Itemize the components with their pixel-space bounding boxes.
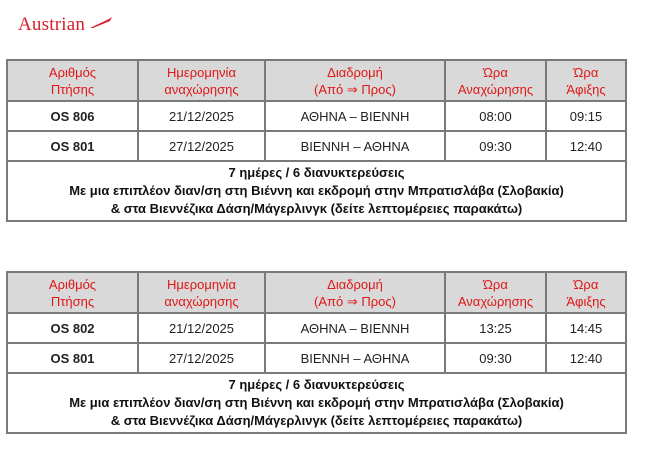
flight-number: OS 802 [7,313,138,343]
flight-schedule-table-2 [6,271,627,434]
route: ΒΙΕΝΝΗ – ΑΘΗΝΑ [265,343,445,373]
header-departure-date: Ημερομηνία αναχώρησης [138,272,265,313]
arrival-time: 09:15 [546,101,626,131]
arrival-time: 12:40 [546,343,626,373]
header-route: Διαδρομή (Από ⇒ Προς) [265,272,445,313]
note-row [7,161,626,221]
flight-schedule-table-1 [6,59,627,222]
table-row [7,313,626,343]
flight-number: OS 801 [7,343,138,373]
package-note: 7 ημέρες / 6 διανυκτερεύσεις Με μια επιπλέον διαν/ση στη Βιέννη και εκδρομή στην Μπρατισλάβα (Σλοβακία) & στα Βιεννέζικα Δάση/Μάγερλινγκ (δείτε λεπτομέρειες παρακάτω) [7,161,626,221]
departure-date: 21/12/2025 [138,101,265,131]
departure-time: 08:00 [445,101,546,131]
table-row [7,131,626,161]
header-arrival-time: Ώρα Άφιξης [546,272,626,313]
flight-number: OS 806 [7,101,138,131]
route: ΑΘΗΝΑ – ΒΙΕΝΝΗ [265,313,445,343]
header-flight-number: Αριθμός Πτήσης [7,60,138,101]
departure-time: 13:25 [445,313,546,343]
header-arrival-time: Ώρα Άφιξης [546,60,626,101]
austrian-logo [18,14,113,36]
austrian-arrow-icon [89,16,113,30]
route: ΑΘΗΝΑ – ΒΙΕΝΝΗ [265,101,445,131]
header-row [7,60,626,101]
brand-name: Austrian [18,14,86,35]
table-row [7,101,626,131]
header-departure-date: Ημερομηνία αναχώρησης [138,60,265,101]
package-note: 7 ημέρες / 6 διανυκτερεύσεις Με μια επιπλέον διαν/ση στη Βιέννη και εκδρομή στην Μπρατισλάβα (Σλοβακία) & στα Βιεννέζικα Δάση/Μάγερλινγκ (δείτε λεπτομέρειες παρακάτω) [7,373,626,433]
header-route: Διαδρομή (Από ⇒ Προς) [265,60,445,101]
departure-date: 27/12/2025 [138,343,265,373]
route: ΒΙΕΝΝΗ – ΑΘΗΝΑ [265,131,445,161]
arrival-time: 12:40 [546,131,626,161]
note-row [7,373,626,433]
header-departure-time: Ώρα Αναχώρησης [445,272,546,313]
arrival-time: 14:45 [546,313,626,343]
header-row [7,272,626,313]
header-flight-number: Αριθμός Πτήσης [7,272,138,313]
departure-date: 21/12/2025 [138,313,265,343]
departure-date: 27/12/2025 [138,131,265,161]
table-row [7,343,626,373]
departure-time: 09:30 [445,131,546,161]
departure-time: 09:30 [445,343,546,373]
header-departure-time: Ώρα Αναχώρησης [445,60,546,101]
flight-number: OS 801 [7,131,138,161]
